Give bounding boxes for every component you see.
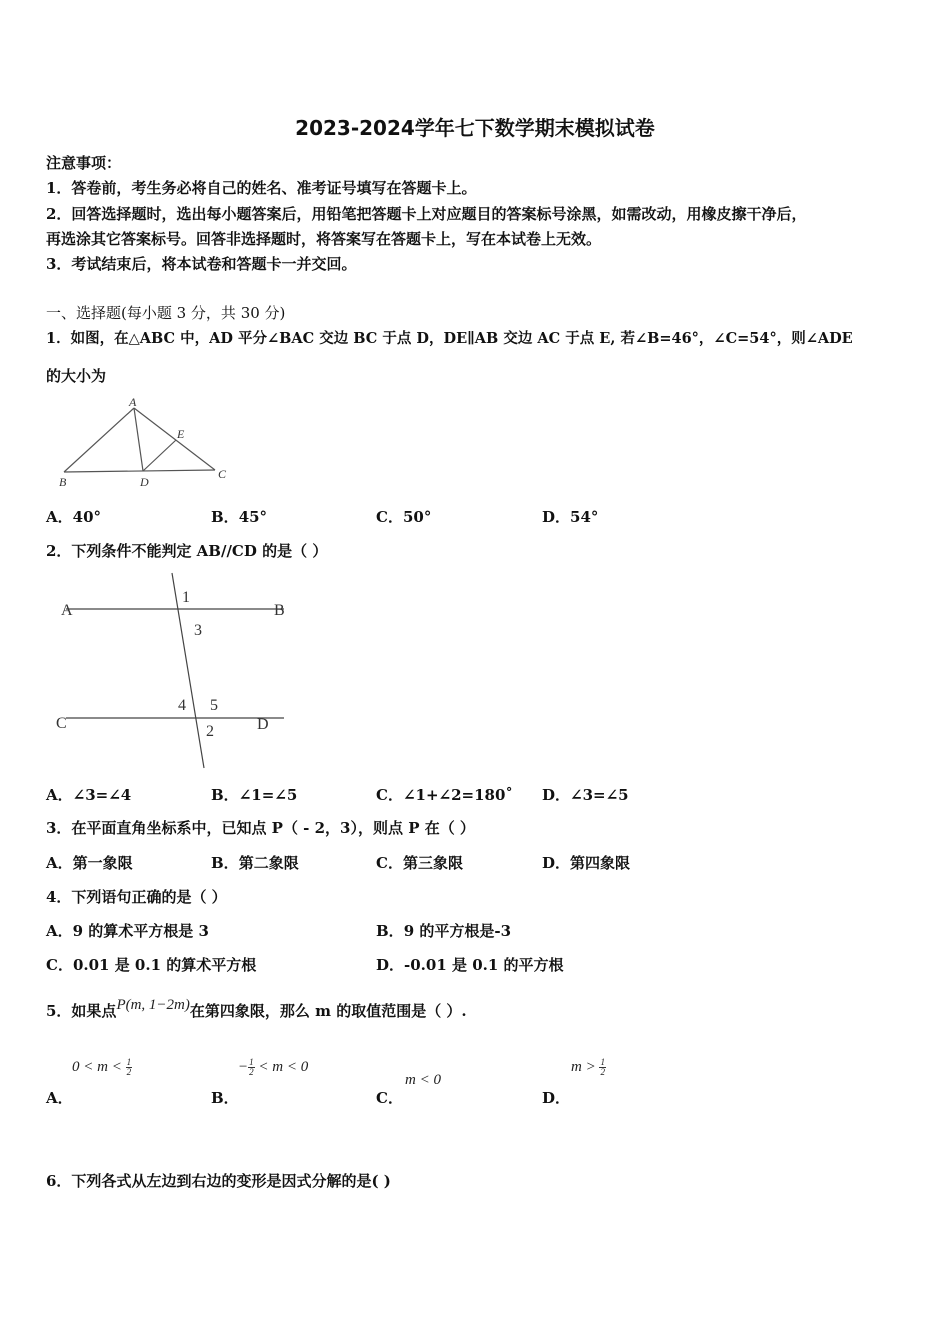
- angle-3-label: 3: [194, 622, 202, 639]
- angle-5-label: 5: [210, 697, 218, 714]
- vertex-e-label: E: [177, 427, 185, 441]
- q4-option-d[interactable]: D．-0.01 是 0.1 的平方根: [376, 956, 564, 974]
- segment-bc: [64, 470, 215, 472]
- segment-de: [143, 440, 176, 471]
- angle-2-label: 2: [206, 723, 214, 740]
- angle-1-label: 1: [182, 589, 190, 606]
- q2-option-d[interactable]: D．∠3=∠5: [542, 786, 629, 804]
- q2-option-a[interactable]: A．∠3=∠4: [46, 786, 132, 804]
- q3-option-c[interactable]: C．第三象限: [376, 854, 463, 872]
- notice-item: 1．答卷前，考生务必将自己的姓名、准考证号填写在答题卡上。: [46, 179, 477, 197]
- q2-option-c[interactable]: C．∠1+∠2=180˚: [376, 786, 513, 804]
- segment-ac: [134, 408, 215, 470]
- notice-item: 再选涂其它答案标号。回答非选择题时，将答案写在答题卡上，写在本试卷上无效。: [46, 230, 602, 248]
- vertex-a-label: A: [129, 395, 137, 409]
- question-1-stem: 1．如图，在△ABC 中，AD 平分∠BAC 交边 BC 于点 D，DE∥AB 交边 AC 于点 E, 若∠B=46°，∠C=54°，则∠ADE: [46, 330, 853, 347]
- segment-ab: [64, 408, 134, 472]
- segment-ad: [134, 408, 143, 471]
- section-heading: 一、选择题(每小题 3 分，共 30 分): [46, 304, 286, 322]
- point-d-label: D: [257, 716, 269, 733]
- point-expression: P(m, 1−2m): [116, 997, 190, 1013]
- question-4-stem: 4．下列语句正确的是（ ）: [46, 888, 227, 906]
- question-2-stem: 2．下列条件不能判定 AB//CD 的是（ ）: [46, 542, 328, 560]
- notice-heading: 注意事项：: [46, 154, 122, 172]
- point-c-label: C: [56, 715, 67, 732]
- q4-option-a[interactable]: A．9 的算术平方根是 3: [46, 922, 209, 940]
- q5-option-a-math: 0 < m < $\frac{1}{2}$: [72, 1057, 132, 1077]
- q2-option-b[interactable]: B．∠1=∠5: [211, 786, 298, 804]
- q1-option-d[interactable]: D．54°: [542, 508, 599, 526]
- question-6-stem: 6．下列各式从左边到右边的变形是因式分解的是( ): [46, 1172, 391, 1190]
- notice-item: 2．回答选择题时，选出每小题答案后，用铅笔把答题卡上对应题目的答案标号涂黑，如需改动，用橡皮擦干净后，: [46, 205, 807, 223]
- question-3-stem: 3．在平面直角坐标系中，已知点 P（ - 2，3），则点 P 在（ ）: [46, 819, 475, 837]
- question-1-stem-cont: 的大小为: [46, 367, 107, 385]
- vertex-b-label: B: [59, 475, 67, 489]
- q5-option-b-math: − $\frac{1}{2}$ < m < 0: [238, 1057, 309, 1077]
- triangle-figure: [52, 394, 242, 490]
- q1-option-c[interactable]: C．50°: [376, 508, 432, 526]
- q3-option-a[interactable]: A．第一象限: [46, 854, 133, 872]
- q5-option-b[interactable]: B．: [211, 1089, 239, 1107]
- parallel-lines-figure: [52, 568, 292, 774]
- q4-option-b[interactable]: B．9 的平方根是-3: [376, 922, 512, 940]
- q3-option-d[interactable]: D．第四象限: [542, 854, 631, 872]
- q5-option-d-math: m > $\frac{1}{2}$: [571, 1057, 605, 1077]
- q5-option-c[interactable]: C．: [376, 1089, 403, 1107]
- angle-4-label: 4: [178, 697, 186, 714]
- point-b-label: B: [274, 602, 285, 619]
- notice-item: 3．考试结束后，将本试卷和答题卡一并交回。: [46, 255, 357, 273]
- q1-option-a[interactable]: A．40°: [46, 508, 102, 526]
- q5-option-c-math: m < 0: [405, 1072, 441, 1088]
- vertex-c-label: C: [218, 467, 227, 481]
- q5-option-d[interactable]: D．: [542, 1089, 571, 1107]
- q5-option-a[interactable]: A．: [46, 1089, 73, 1107]
- q1-option-b[interactable]: B．45°: [211, 508, 268, 526]
- point-a-label: A: [61, 602, 73, 619]
- q4-option-c[interactable]: C．0.01 是 0.1 的算术平方根: [46, 956, 257, 974]
- q3-option-b[interactable]: B．第二象限: [211, 854, 299, 872]
- question-5-stem: 5．如果点P(m, 1−2m)在第四象限，那么 m 的取值范围是（ ）.: [46, 997, 467, 1020]
- page-title: 2023-2024学年七下数学期末模拟试卷: [295, 116, 655, 140]
- vertex-d-label: D: [140, 475, 149, 489]
